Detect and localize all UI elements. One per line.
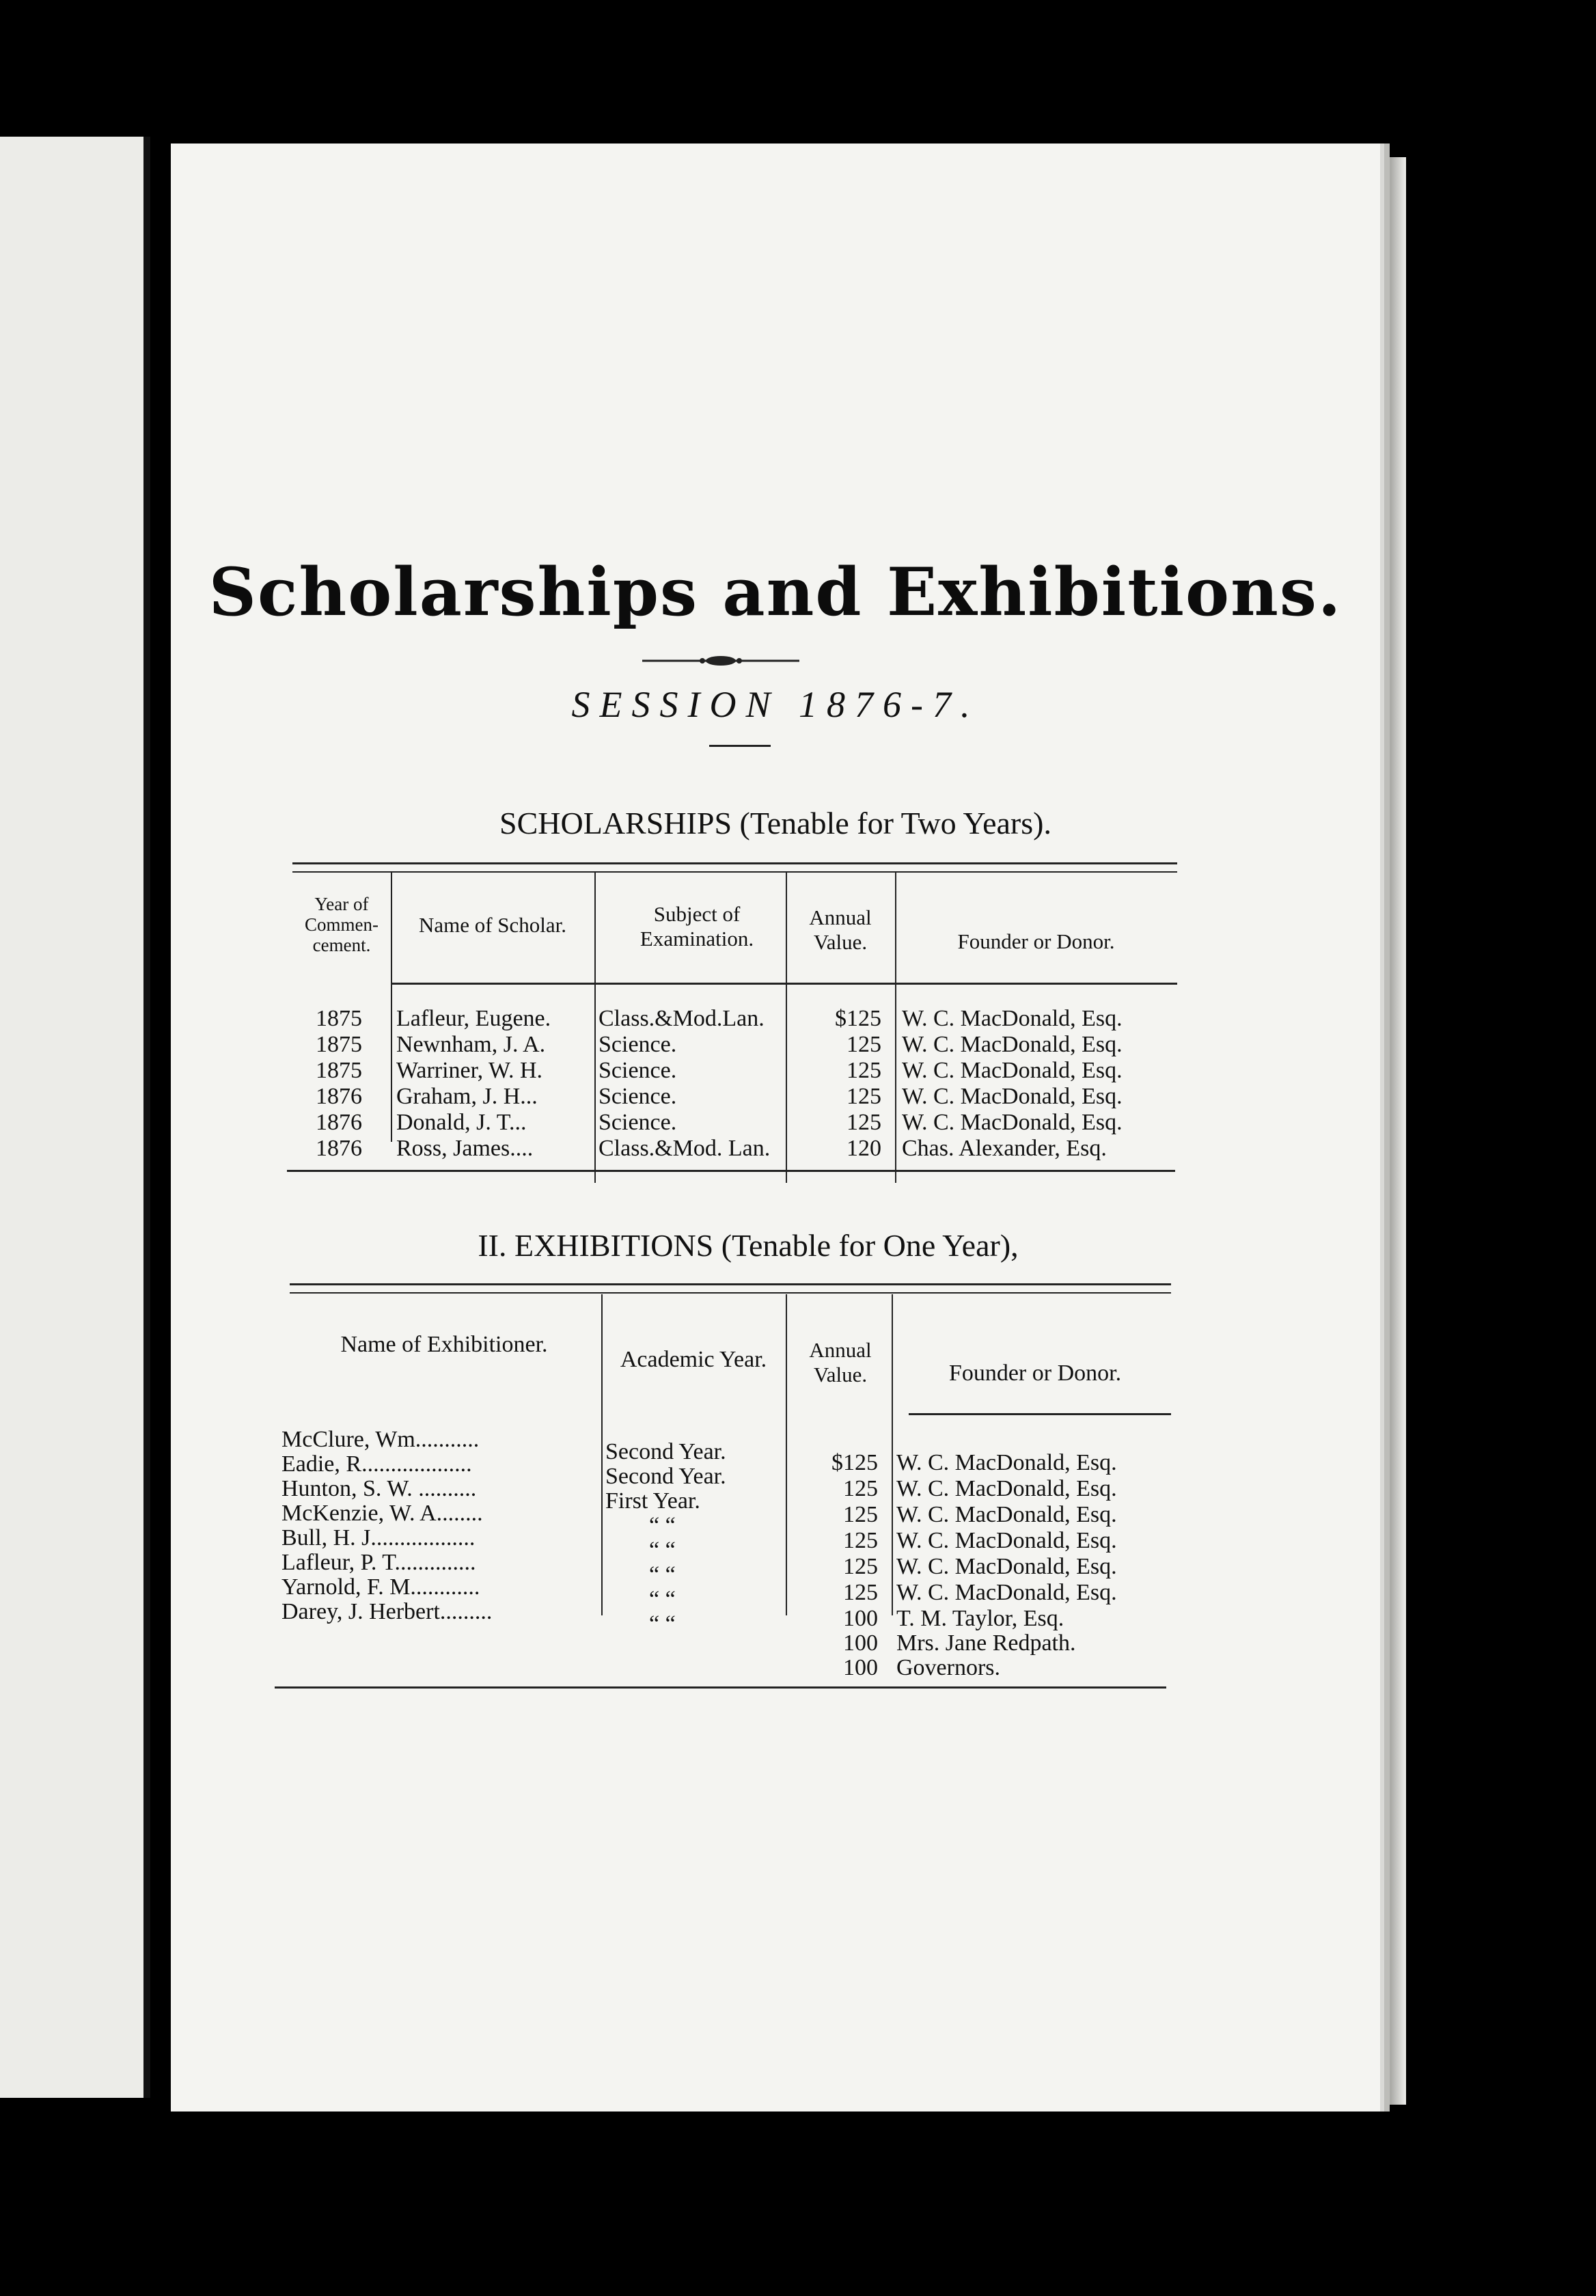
cell-year: “ “	[649, 1562, 676, 1587]
cell-value: 100	[843, 1630, 878, 1656]
cell-name: McClure, Wm...........	[281, 1427, 480, 1452]
cell-subject: Class.&Mod.Lan.	[598, 1006, 765, 1031]
column-rule	[786, 1294, 787, 1615]
column-rule	[895, 872, 896, 1183]
scholarships-heading: SCHOLARSHIPS (Tenable for Two Years).	[499, 806, 1051, 840]
cell-year: 1876	[316, 1110, 362, 1135]
cell-donor: W. C. MacDonald, Esq.	[902, 1032, 1123, 1057]
cell-value: $125	[835, 1006, 881, 1031]
cell-name: Lafleur, Eugene.	[396, 1006, 551, 1031]
cell-subject: Class.&Mod. Lan.	[598, 1136, 771, 1161]
cell-name: Lafleur, P. T..............	[281, 1550, 476, 1575]
exhibitions-heading: II. EXHIBITIONS (Tenable for One Year),	[478, 1228, 1019, 1263]
cell-year: “ “	[649, 1587, 676, 1612]
cell-donor: W. C. MacDonald, Esq.	[902, 1006, 1123, 1031]
cell-value: 100	[843, 1655, 878, 1680]
cell-value: 120	[847, 1136, 881, 1161]
cell-year: Second Year.	[605, 1439, 726, 1464]
cell-value: 125	[843, 1476, 878, 1501]
header-donor: Founder or Donor.	[948, 1361, 1122, 1386]
cell-year: Second Year.	[605, 1464, 726, 1489]
cell-year: “ “	[649, 1513, 676, 1538]
cell-donor: W. C. MacDonald, Esq.	[902, 1084, 1123, 1109]
cell-donor: Chas. Alexander, Esq.	[902, 1136, 1107, 1161]
header-name: Name of Exhibitioner.	[340, 1332, 548, 1357]
cell-year: 1875	[316, 1032, 362, 1057]
header-rule	[391, 983, 1177, 985]
table-top-rule	[292, 862, 1177, 873]
header-name: Name of Scholar.	[418, 913, 567, 937]
cell-donor: W. C. MacDonald, Esq.	[896, 1554, 1117, 1579]
page-gutter	[143, 137, 150, 2098]
cell-donor: W. C. MacDonald, Esq.	[896, 1528, 1117, 1553]
cell-name: Warriner, W. H.	[396, 1058, 543, 1083]
page-edge	[1380, 157, 1406, 2105]
header-subject: Subject of Examination.	[639, 902, 754, 951]
cell-year: “ “	[649, 1538, 676, 1563]
cell-subject: Science.	[598, 1110, 677, 1135]
cell-subject: Science.	[598, 1032, 677, 1057]
cell-name: Yarnold, F. M............	[281, 1574, 480, 1600]
cell-name: Donald, J. T...	[396, 1110, 527, 1135]
cell-donor: W. C. MacDonald, Esq.	[896, 1502, 1117, 1527]
cell-donor: W. C. MacDonald, Esq.	[896, 1476, 1117, 1501]
short-divider	[709, 745, 771, 747]
cell-name: Bull, H. J..................	[281, 1525, 476, 1550]
cell-value: 125	[847, 1110, 881, 1135]
cell-name: Ross, James....	[396, 1136, 534, 1161]
cell-value: 125	[843, 1502, 878, 1527]
cell-name: Darey, J. Herbert.........	[281, 1599, 493, 1624]
page-title: Scholarships and Exhibitions.	[208, 554, 1343, 631]
cell-donor: W. C. MacDonald, Esq.	[902, 1110, 1123, 1135]
cell-name: Graham, J. H...	[396, 1084, 538, 1109]
cell-value: 125	[847, 1084, 881, 1109]
column-rule	[594, 872, 596, 1183]
cell-name: McKenzie, W. A........	[281, 1501, 483, 1526]
header-year: Year of Commen-cement.	[305, 894, 379, 955]
cell-value: 125	[847, 1032, 881, 1057]
cell-name: Eadie, R...................	[281, 1451, 472, 1477]
ornament-divider	[642, 653, 799, 669]
left-page-fragment	[0, 137, 150, 2098]
session-heading: SESSION 1876-7.	[571, 684, 980, 725]
cell-year: 1875	[316, 1006, 362, 1031]
cell-donor: T. M. Taylor, Esq.	[896, 1606, 1064, 1631]
cell-donor: Mrs. Jane Redpath.	[896, 1630, 1076, 1656]
cell-year: 1876	[316, 1136, 362, 1161]
table-bottom-rule	[275, 1686, 1166, 1689]
header-year: Academic Year.	[620, 1347, 767, 1372]
cell-donor: Governors.	[896, 1655, 1001, 1680]
header-value: Annual Value.	[809, 1338, 872, 1386]
cell-subject: Science.	[598, 1058, 677, 1083]
cell-year: “ “	[649, 1611, 676, 1637]
cell-subject: Science.	[598, 1084, 677, 1109]
header-donor: Founder or Donor.	[957, 929, 1115, 953]
header-rule	[909, 1413, 1171, 1415]
cell-year: 1876	[316, 1084, 362, 1109]
column-rule	[601, 1294, 603, 1615]
cell-value: 125	[843, 1554, 878, 1579]
table-top-rule	[290, 1283, 1171, 1294]
cell-name: Newnham, J. A.	[396, 1032, 546, 1057]
table-bottom-rule	[287, 1170, 1175, 1172]
cell-value: 100	[843, 1606, 878, 1631]
cell-name: Hunton, S. W. ..........	[281, 1476, 477, 1501]
document-page	[171, 144, 1380, 2112]
cell-value: 125	[843, 1528, 878, 1553]
cell-donor: W. C. MacDonald, Esq.	[896, 1450, 1117, 1475]
cell-value: 125	[847, 1058, 881, 1083]
cell-donor: W. C. MacDonald, Esq.	[896, 1580, 1117, 1605]
cell-value: $125	[831, 1450, 878, 1475]
cell-value: 125	[843, 1580, 878, 1605]
cell-year: 1875	[316, 1058, 362, 1083]
cell-year: First Year.	[605, 1488, 700, 1514]
header-value: Annual Value.	[809, 905, 872, 954]
column-rule	[786, 872, 787, 1183]
cell-donor: W. C. MacDonald, Esq.	[902, 1058, 1123, 1083]
column-rule	[892, 1294, 893, 1615]
